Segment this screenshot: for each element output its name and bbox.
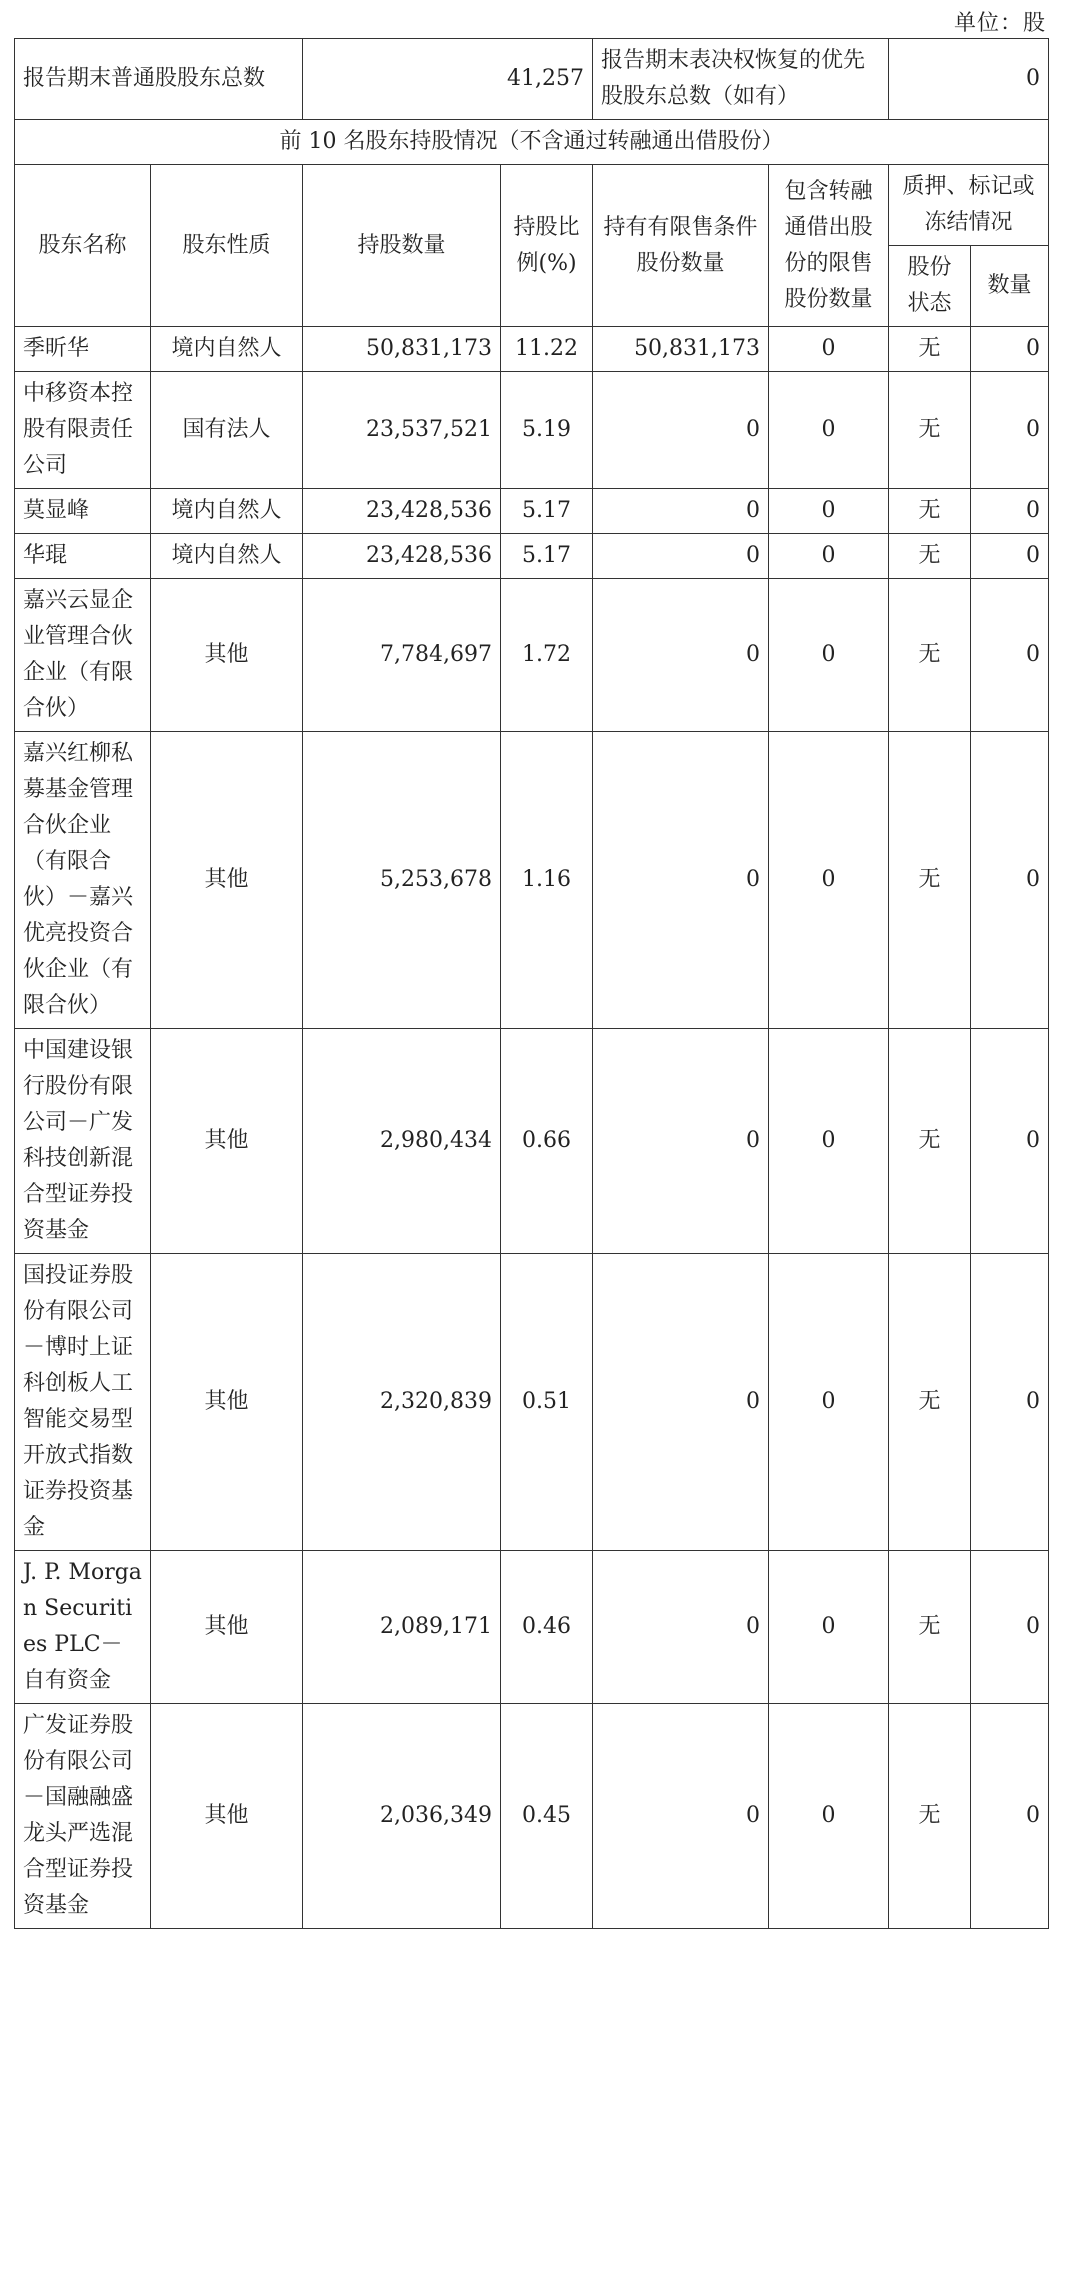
holder-pledge-qty: 0	[971, 372, 1049, 489]
holder-restricted: 50,831,173	[593, 327, 769, 372]
holder-pledge-qty: 0	[971, 1704, 1049, 1929]
table-row	[15, 1029, 1049, 1254]
header-row	[15, 165, 1049, 246]
holder-lent: 0	[769, 1551, 889, 1704]
holder-name: 季昕华	[15, 327, 151, 372]
holder-nature: 其他	[151, 732, 303, 1029]
holder-pledge-status: 无	[889, 372, 971, 489]
pref-holders-label: 报告期末表决权恢复的优先股股东总数（如有）	[593, 39, 889, 120]
table-row	[15, 732, 1049, 1029]
holder-name: J. P. Morgan Securities PLC－自有资金	[15, 1551, 151, 1704]
holder-shares: 2,980,434	[303, 1029, 501, 1254]
holder-name: 莫显峰	[15, 489, 151, 534]
holder-shares: 2,320,839	[303, 1254, 501, 1551]
holder-restricted: 0	[593, 1029, 769, 1254]
holder-name: 中移资本控股有限责任公司	[15, 372, 151, 489]
holder-name: 国投证券股份有限公司－博时上证科创板人工智能交易型开放式指数证券投资基金	[15, 1254, 151, 1551]
holder-shares: 2,089,171	[303, 1551, 501, 1704]
header-shares: 持股数量	[303, 165, 501, 327]
header-pledge: 质押、标记或冻结情况	[889, 165, 1049, 246]
holder-shares: 50,831,173	[303, 327, 501, 372]
holder-ratio: 5.19	[501, 372, 593, 489]
section-title: 前 10 名股东持股情况（不含通过转融通出借股份）	[15, 120, 1049, 165]
holder-ratio: 11.22	[501, 327, 593, 372]
holder-nature: 其他	[151, 1029, 303, 1254]
total-holders-label: 报告期末普通股股东总数	[15, 39, 303, 120]
holder-pledge-qty: 0	[971, 327, 1049, 372]
holder-name: 广发证券股份有限公司－国融融盛龙头严选混合型证券投资基金	[15, 1704, 151, 1929]
table-row	[15, 1551, 1049, 1704]
holder-lent: 0	[769, 489, 889, 534]
holder-lent: 0	[769, 732, 889, 1029]
holder-pledge-qty: 0	[971, 1029, 1049, 1254]
holder-shares: 23,428,536	[303, 489, 501, 534]
holder-restricted: 0	[593, 1254, 769, 1551]
table-row	[15, 579, 1049, 732]
holder-ratio: 0.51	[501, 1254, 593, 1551]
total-holders-value: 41,257	[303, 39, 593, 120]
holder-nature: 其他	[151, 1704, 303, 1929]
table-row	[15, 327, 1049, 372]
holder-nature: 其他	[151, 579, 303, 732]
holder-pledge-qty: 0	[971, 732, 1049, 1029]
header-nature: 股东性质	[151, 165, 303, 327]
holder-ratio: 1.72	[501, 579, 593, 732]
table-row	[15, 534, 1049, 579]
table-row	[15, 489, 1049, 534]
holder-pledge-qty: 0	[971, 1551, 1049, 1704]
holder-shares: 23,428,536	[303, 534, 501, 579]
holder-nature: 国有法人	[151, 372, 303, 489]
holder-nature: 境内自然人	[151, 327, 303, 372]
holder-pledge-status: 无	[889, 534, 971, 579]
table-row	[15, 1254, 1049, 1551]
holder-restricted: 0	[593, 732, 769, 1029]
shareholder-table	[14, 38, 1049, 1929]
holder-name: 中国建设银行股份有限公司－广发科技创新混合型证券投资基金	[15, 1029, 151, 1254]
holder-ratio: 5.17	[501, 534, 593, 579]
holder-restricted: 0	[593, 372, 769, 489]
unit-label: 单位：股	[953, 11, 1046, 36]
header-ratio: 持股比例(%)	[501, 165, 593, 327]
holder-ratio: 1.16	[501, 732, 593, 1029]
holder-lent: 0	[769, 1029, 889, 1254]
header-lent: 包含转融通借出股份的限售股份数量	[769, 165, 889, 327]
holder-nature: 境内自然人	[151, 534, 303, 579]
holder-pledge-status: 无	[889, 327, 971, 372]
holder-lent: 0	[769, 372, 889, 489]
holder-pledge-qty: 0	[971, 1254, 1049, 1551]
holder-shares: 23,537,521	[303, 372, 501, 489]
holder-pledge-qty: 0	[971, 489, 1049, 534]
holder-nature: 其他	[151, 1551, 303, 1704]
holder-name: 嘉兴云显企业管理合伙企业（有限合伙）	[15, 579, 151, 732]
header-pledge-qty: 数量	[971, 246, 1049, 327]
pref-holders-value: 0	[889, 39, 1049, 120]
holder-pledge-status: 无	[889, 1551, 971, 1704]
holder-nature: 境内自然人	[151, 489, 303, 534]
holder-shares: 2,036,349	[303, 1704, 501, 1929]
holder-pledge-status: 无	[889, 732, 971, 1029]
header-restricted: 持有有限售条件股份数量	[593, 165, 769, 327]
holder-pledge-qty: 0	[971, 534, 1049, 579]
header-pledge-status: 股份状态	[889, 246, 971, 327]
table-row	[15, 372, 1049, 489]
holder-restricted: 0	[593, 1551, 769, 1704]
header-name: 股东名称	[15, 165, 151, 327]
holder-lent: 0	[769, 579, 889, 732]
holder-lent: 0	[769, 534, 889, 579]
holder-pledge-qty: 0	[971, 579, 1049, 732]
holder-pledge-status: 无	[889, 1029, 971, 1254]
holder-shares: 7,784,697	[303, 579, 501, 732]
holder-restricted: 0	[593, 534, 769, 579]
holder-ratio: 0.45	[501, 1704, 593, 1929]
holder-pledge-status: 无	[889, 1704, 971, 1929]
holder-pledge-status: 无	[889, 489, 971, 534]
holder-ratio: 0.66	[501, 1029, 593, 1254]
holder-pledge-status: 无	[889, 1254, 971, 1551]
section-title-row	[15, 120, 1049, 165]
holder-restricted: 0	[593, 579, 769, 732]
holder-nature: 其他	[151, 1254, 303, 1551]
holder-lent: 0	[769, 1704, 889, 1929]
summary-row	[15, 39, 1049, 120]
holder-pledge-status: 无	[889, 579, 971, 732]
holder-name: 华琨	[15, 534, 151, 579]
holder-ratio: 5.17	[501, 489, 593, 534]
holder-lent: 0	[769, 1254, 889, 1551]
holder-shares: 5,253,678	[303, 732, 501, 1029]
holder-restricted: 0	[593, 1704, 769, 1929]
holder-lent: 0	[769, 327, 889, 372]
holder-restricted: 0	[593, 489, 769, 534]
holder-ratio: 0.46	[501, 1551, 593, 1704]
holder-name: 嘉兴红柳私募基金管理合伙企业（有限合伙）－嘉兴优亮投资合伙企业（有限合伙）	[15, 732, 151, 1029]
table-row	[15, 1704, 1049, 1929]
